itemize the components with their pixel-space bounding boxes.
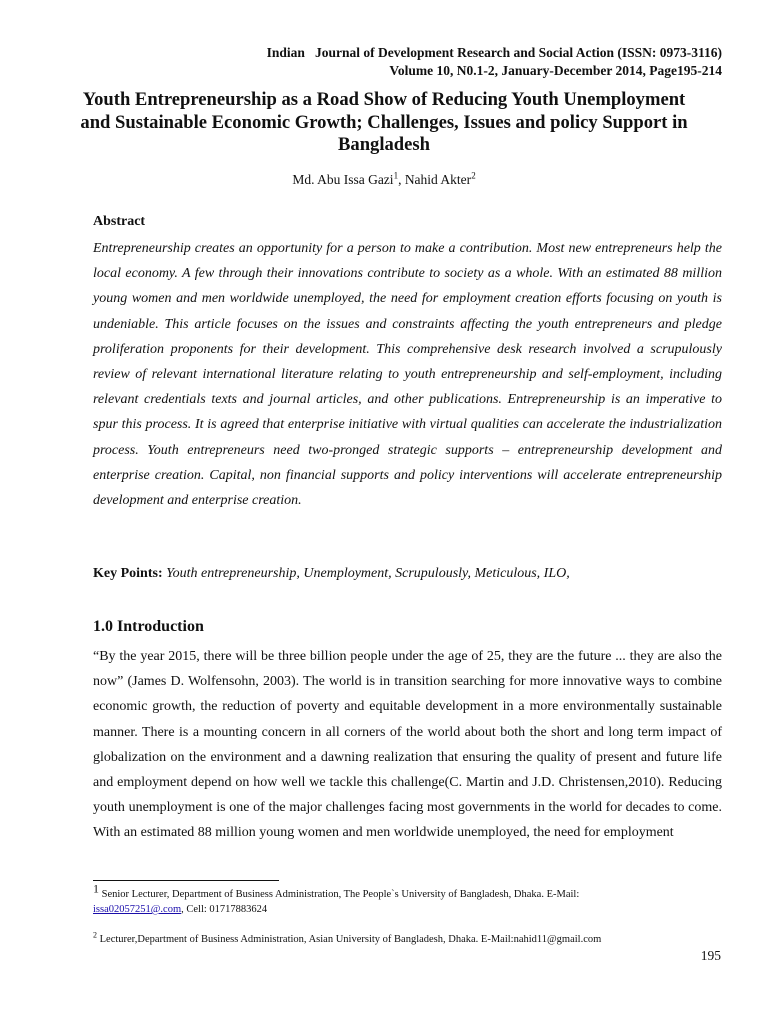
footnote-1 <box>93 881 722 917</box>
key-points-label: Key Points: <box>93 566 163 581</box>
footnote-1-tail: , Cell: 01717883624 <box>181 904 268 915</box>
introduction-text: “By the year 2015, there will be three billion people under the age of 25, they are the future ... they are also the now” (James D. Wolfensohn, 2003). The world is in transition searching for more innovative ways to combine economic growth, the reduction of poverty and equitable development in a more environmentally sustainable manner. There is a mounting concern in all corners of the world about both the short and long term impact of globalization on the environment and a dawning realization that ensuring the quality of present and future life and employment depend on how well we tackle this challenge(C. Martin and J.D. Christensen,2010). Reducing youth unemployment is one of the major challenges facing most governments in the world for decades to come. With an estimated 88 million young women and men worldwide unemployed, the need for employment <box>93 649 722 841</box>
abstract-heading: Abstract <box>93 214 146 229</box>
footnote-1-mark: 1 <box>93 881 99 896</box>
key-points-value: Youth entrepreneurship, Unemployment, Scrupulously, Meticulous, ILO, <box>166 566 570 581</box>
introduction-body <box>93 644 722 846</box>
footnote-divider <box>93 880 279 881</box>
journal-name: Indian Journal of Development Research and Social Action (ISSN: 0973-3116) <box>266 45 722 60</box>
author-1-footnote-mark: 1 <box>393 170 399 181</box>
introduction-heading: 1.0 Introduction <box>93 618 204 635</box>
page-number: 195 <box>700 948 721 963</box>
abstract-body <box>93 236 722 513</box>
abstract-text: Entrepreneurship creates an opportunity for a person to make a contribution. Most new entrepreneurs help the local economy. A few through their innovations contribute to society as a whole. With an estimated 88 million young women and men worldwide unemployed, the need for employment creation efforts focusing on youth is undeniable. This article focuses on the issues and constraints affecting the youth entrepreneurs and pledge proliferation proponents for their development. This comprehensive desk research involved a scrupulously review of relevant international literature relating to youth entrepreneurship and self-employment, including relevant credentials texts and journal articles, and other publications. Entrepreneurship is an imperative to spur this process. It is agreed that enterprise initiative with virtual qualities can accelerate the industrialization process. Youth entrepreneurs need two-pronged strategic supports – entrepreneurship development and enterprise creation. Capital, non financial supports and policy interventions will accelerate entrepreneurship development and enterprise creation. <box>93 241 722 509</box>
author-separator: , <box>398 172 405 187</box>
paper-title: Youth Entrepreneurship as a Road Show of Reducing Youth Unemployment and Sustainable Economic Growth; Challenges, Issues and policy Support in Bangladesh <box>80 89 688 155</box>
author-2: Nahid Akter <box>404 172 472 187</box>
footnote-2-mark: 2 <box>93 930 97 940</box>
author-2-footnote-mark: 2 <box>471 170 476 181</box>
author-1: Md. Abu Issa Gazi <box>292 172 394 187</box>
journal-volume: Volume 10, N0.1-2, January-December 2014, Page195-214 <box>389 63 722 78</box>
footnote-2 <box>93 932 722 947</box>
footnote-1-email-link[interactable]: issa02057251@.com <box>93 904 182 915</box>
footnote-2-text: Lecturer,Department of Business Administration, Asian University of Bangladesh, Dhaka. E-Mail:nahid11@gmail.com <box>99 934 602 945</box>
key-points <box>93 566 570 582</box>
journal-header <box>267 44 722 80</box>
author-line <box>0 172 768 188</box>
footnote-1-text: Senior Lecturer, Department of Business Administration, The People`s University of Bangladesh, Dhaka. E-Mail: <box>101 889 580 900</box>
